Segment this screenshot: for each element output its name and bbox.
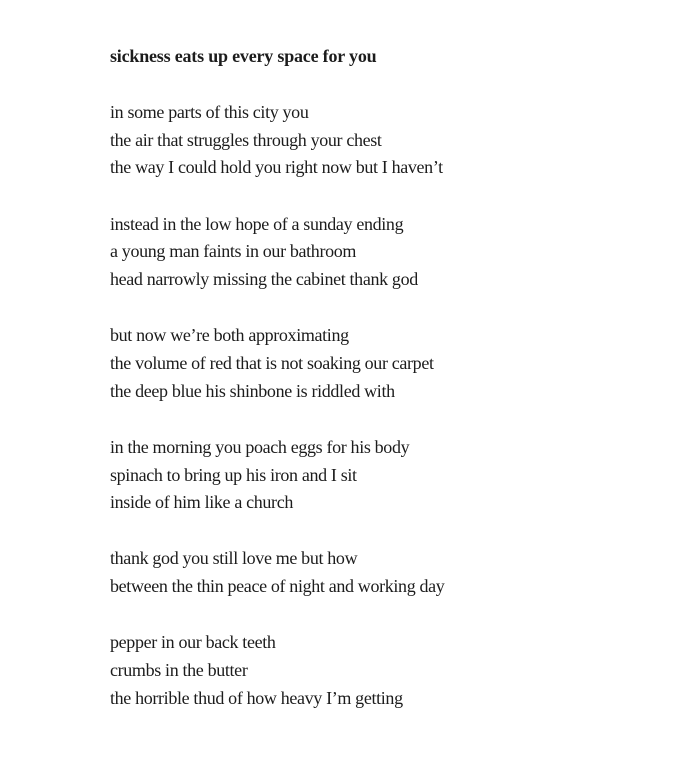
poem-line: a young man faints in our bathroom [110,241,357,262]
poem-line: the volume of red that is not soaking our carpet [110,352,434,373]
poem-line: in the morning you poach eggs for his body [110,436,410,457]
poem-line: the air that struggles through your chest [110,129,382,150]
stanza-1 [110,99,650,182]
stanza-4 [110,434,650,517]
poem-line: the horrible thud of how heavy I’m getting [110,687,403,708]
poem-line: inside of him like a church [110,492,293,513]
poem-line: the deep blue his shinbone is riddled with [110,380,395,401]
poem [110,43,650,741]
poem-line: the way I could hold you right now but I haven’t [110,157,443,178]
poem-title: sickness eats up every space for you [110,46,377,66]
poem-line: pepper in our back teeth [110,632,276,653]
stanza-5 [110,545,650,600]
poem-line: but now we’re both approximating [110,325,349,346]
poem-line: thank god you still love me but how [110,548,358,569]
stanza-2 [110,211,650,294]
poem-line: head narrowly missing the cabinet thank god [110,269,418,290]
poem-line: crumbs in the butter [110,660,248,681]
poem-line: in some parts of this city you [110,102,309,122]
stanza-6 [110,629,650,712]
poem-line: spinach to bring up his iron and I sit [110,464,357,485]
stanza-3 [110,322,650,405]
poem-line: instead in the low hope of a sunday ending [110,213,404,234]
poem-line: between the thin peace of night and working day [110,576,445,597]
